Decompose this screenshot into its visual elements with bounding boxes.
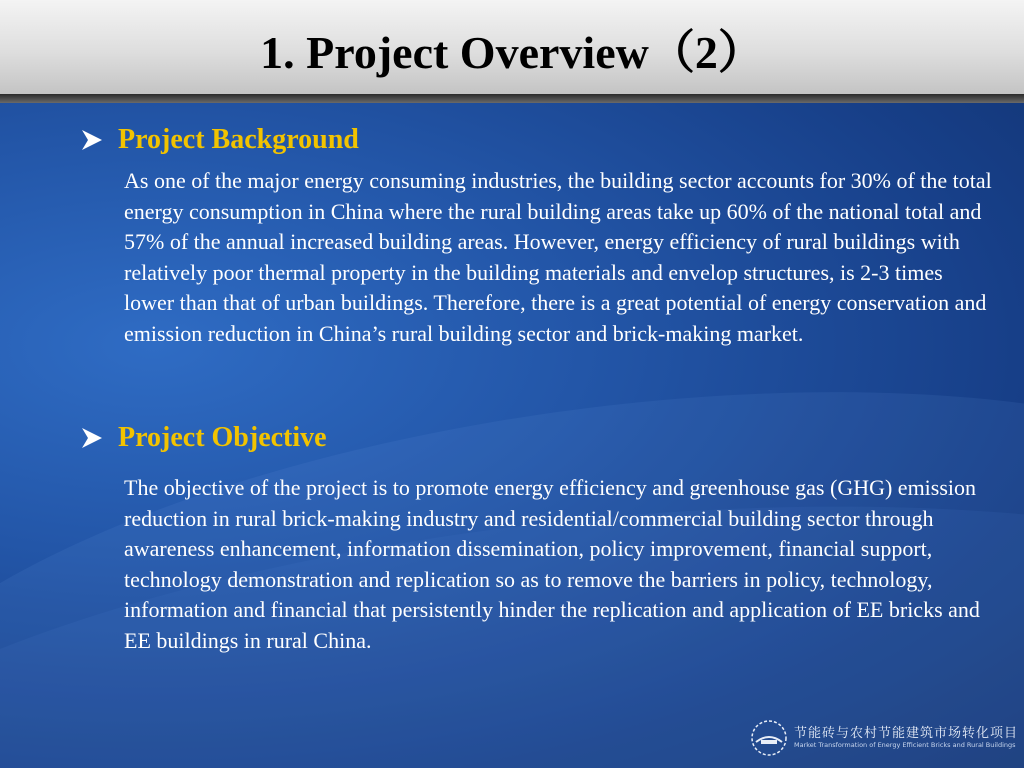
section-body-objective: The objective of the project is to promote energy efficiency and greenhouse gas (GHG) emission reduction in rural brick-making industry and residential/commercial building sector through awareness enhancement, information dissemination, policy improvement, financial support, technology demonstration and replication so as to remove the barriers in policy, technology, information and financial that persistently hinder the replication and application of EE bricks and EE buildings in rural China.	[124, 475, 980, 653]
arrow-bullet-icon	[80, 122, 116, 158]
slide-title: 1. Project Overview（2）	[260, 27, 764, 78]
footer-english-title: Market Transformation of Energy Efficient Bricks and Rural Buildings	[794, 741, 1016, 749]
section-heading-text: Project Objective	[118, 422, 327, 453]
arrow-bullet-icon	[80, 420, 116, 456]
title-bar	[0, 0, 1024, 94]
footer-chinese-title: 节能砖与农村节能建筑市场转化项目	[794, 726, 1019, 741]
section-body-background: As one of the major energy consuming industries, the building sector accounts for 30% of the total energy consumption in China where the rural building areas take up 60% of the national total and 57% of the annual increased building areas. However, energy efficiency of rural buildings with relatively poor thermal property in the building materials and envelop structures, is 2-3 times lower than that of urban buildings. Therefore, there is a great potential of energy conservation and emission reduction in China’s rural building sector and brick-making market.	[124, 168, 992, 346]
title-divider	[0, 94, 1024, 103]
section-heading-text: Project Background	[118, 124, 359, 155]
project-logo-icon	[748, 716, 790, 760]
